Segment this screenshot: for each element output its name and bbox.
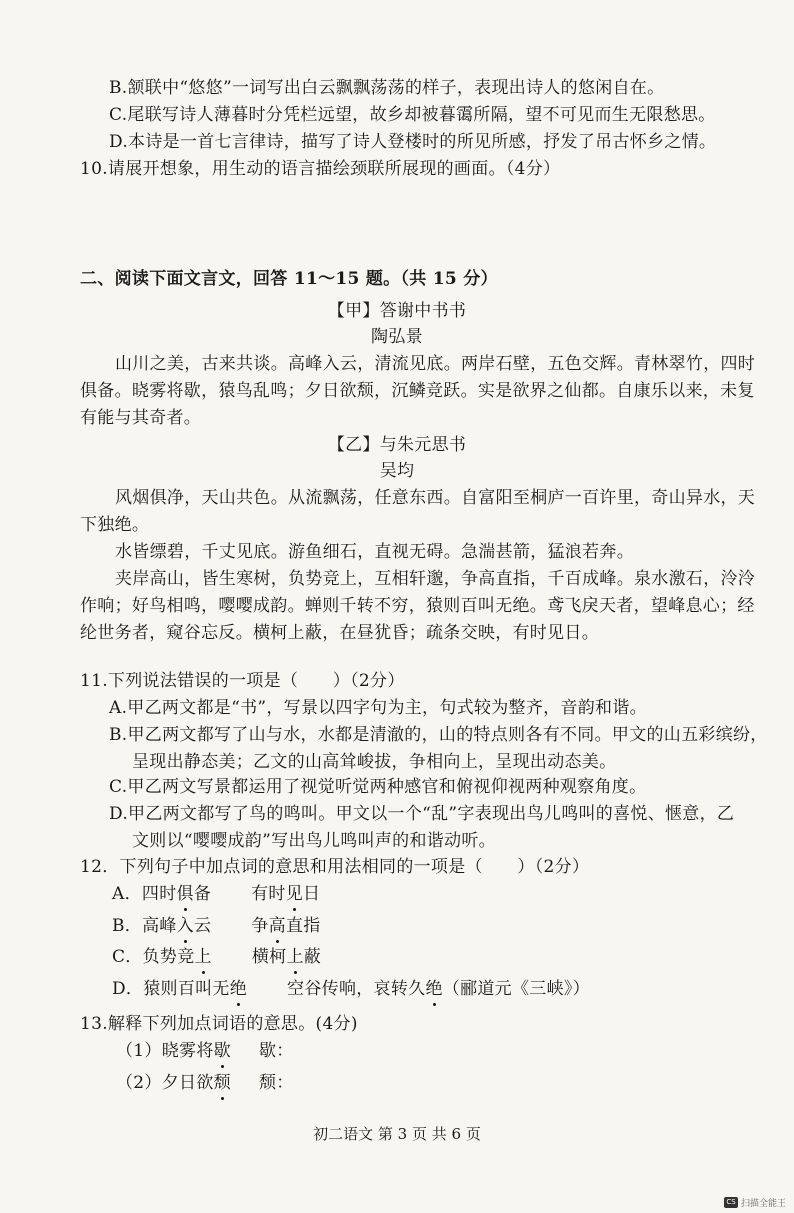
text-jia-author: 陶弘景 — [371, 327, 423, 347]
item-number: （2） — [116, 1073, 162, 1093]
dotted-word: 绝 — [425, 979, 443, 999]
sentence-part: 猿则百叫无 — [143, 979, 230, 999]
text-jia-line: 山川之美，古来共谈。高峰入云，清流见底。两岸石壁，五色交辉。青林翠竹，四时 — [115, 354, 756, 374]
option-label: C． — [112, 947, 143, 967]
dotted-word: 上 — [194, 947, 212, 967]
sentence-part: 高峰 — [142, 916, 177, 936]
q13-item-2 — [116, 1072, 294, 1094]
text-yi-line: 纶世务者，窥谷忘反。横柯上蔽，在昼犹昏；疏条交映，有时见日。 — [80, 623, 599, 643]
q9-option-c: C.尾联写诗人薄暮时分凭栏远望，故乡却被暮霭所隔，望不可见而生无限愁思。 — [109, 105, 716, 125]
sentence-part: 蔽 — [303, 947, 322, 967]
dotted-word: 入 — [176, 916, 195, 936]
answer-label: 歇： — [258, 1041, 294, 1061]
q10-question: 10.请展开想象，用生动的语言描绘颈联所展现的画面。（4分） — [80, 159, 561, 179]
q11-option-d: D.甲乙两文都写了鸟的鸣叫。甲文以一个“乱”字表现出鸟儿鸣叫的喜悦、惬意，乙 — [109, 804, 735, 824]
q11-stem: 11.下列说法错误的一项是（ ）（2分） — [80, 671, 405, 691]
sentence-part: 日 — [303, 884, 321, 904]
q11-option-b-cont: 呈现出静态美；乙文的山高耸峻拔，争相向上，呈现出动态美。 — [132, 752, 617, 772]
text-yi-line: 风烟俱净，天山共色。从流飘荡，任意东西。自富阳至桐庐一百许里，奇山异水，天 — [115, 488, 756, 508]
sentence-part: 备 — [193, 884, 212, 904]
scanner-watermark — [724, 1196, 786, 1209]
page-footer: 初二语文 第 3 页 共 6 页 — [313, 1125, 481, 1143]
scanner-label: 扫描全能王 — [740, 1199, 786, 1209]
sentence-part: 空谷传响，哀转久 — [287, 979, 426, 999]
q9-option-d: D.本诗是一首七言律诗，描写了诗人登楼时的所见所感，抒发了吊古怀乡之情。 — [109, 132, 717, 152]
q12-option-d — [112, 978, 590, 1000]
q9-option-b: B.颔联中“悠悠”一词写出白云飘飘荡荡的样子，表现出诗人的悠闲自在。 — [109, 78, 665, 98]
dotted-word: 俱 — [176, 884, 194, 904]
answer-label: 颓： — [258, 1073, 294, 1093]
dotted-word: 见 — [285, 884, 304, 904]
dotted-word: 上 — [286, 947, 304, 967]
text-jia-title: 【甲】答谢中书书 — [327, 301, 467, 321]
phrase: 夕日欲 — [161, 1073, 214, 1093]
sentence-part: 横柯 — [251, 947, 287, 967]
q11-option-a: A.甲乙两文都是“书”，写景以四字句为主，句式较为整齐，音韵和谐。 — [109, 698, 647, 718]
q11-option-d-cont: 文则以“嘤嘤成韵”写出鸟儿鸣叫声的和谐动听。 — [132, 831, 496, 851]
sentence-part: 云 — [194, 916, 212, 936]
dotted-word: 绝 — [229, 979, 248, 999]
phrase: 晓雾将 — [161, 1041, 214, 1061]
camscanner-icon: CS — [724, 1197, 738, 1208]
dotted-word: 颓 — [213, 1073, 231, 1093]
sentence-part: 直指 — [285, 916, 321, 936]
q11-option-b: B.甲乙两文都写了山与水，水都是清澈的，山的特点则各有不同。甲文的山五彩缤纷， — [109, 725, 768, 745]
item-number: （1） — [116, 1041, 162, 1061]
text-yi-author: 吴均 — [379, 461, 415, 481]
option-label: B． — [112, 916, 143, 936]
sentence-part: 四时 — [141, 884, 177, 904]
dotted-word: 高 — [268, 916, 286, 936]
q11-option-c: C.甲乙两文写景都运用了视觉听觉两种感官和俯视仰视两种观察角度。 — [109, 777, 647, 797]
sentence-part: 有时 — [251, 884, 286, 904]
sentence-part: 负势竞 — [142, 947, 195, 967]
q12-option-c — [112, 946, 321, 968]
dotted-word: 歇 — [213, 1041, 231, 1061]
q12-option-a — [112, 883, 320, 905]
sentence-part: 争 — [251, 916, 269, 936]
text-yi-line: 下独绝。 — [80, 515, 150, 535]
text-jia-line: 俱备。晓雾将歇，猿鸟乱鸣；夕日欲颓，沉鳞竞跃。实是欲界之仙都。自康乐以来，未复 — [80, 381, 755, 401]
text-yi-line: 作响；好鸟相鸣，嘤嘤成韵。蝉则千转不穷，猿则百叫无绝。鸢飞戾天者，望峰息心；经 — [80, 596, 755, 616]
text-yi-line: 夹岸高山，皆生寒树，负势竞上，互相轩邈，争高直指，千百成峰。泉水激石，泠泠 — [115, 569, 756, 589]
option-label: D． — [112, 979, 144, 999]
section2-heading: 二、阅读下面文言文，回答 11～15 题。（共 15 分） — [80, 269, 498, 289]
q13-item-1 — [116, 1040, 294, 1062]
q12-stem: 12．下列句子中加点词的意思和用法相同的一项是（ ）（2分） — [80, 857, 590, 877]
q12-option-b — [112, 915, 321, 937]
option-label: A． — [112, 884, 142, 904]
sentence-part: （郦道元《三峡》） — [442, 979, 590, 999]
text-yi-line: 水皆缥碧，千丈见底。游鱼细石，直视无碍。急湍甚箭，猛浪若奔。 — [115, 542, 634, 562]
text-yi-title: 【乙】与朱元思书 — [327, 435, 467, 455]
q13-stem: 13.解释下列加点词语的意思。(4分) — [80, 1014, 358, 1034]
text-jia-line: 有能与其奇者。 — [80, 408, 202, 428]
